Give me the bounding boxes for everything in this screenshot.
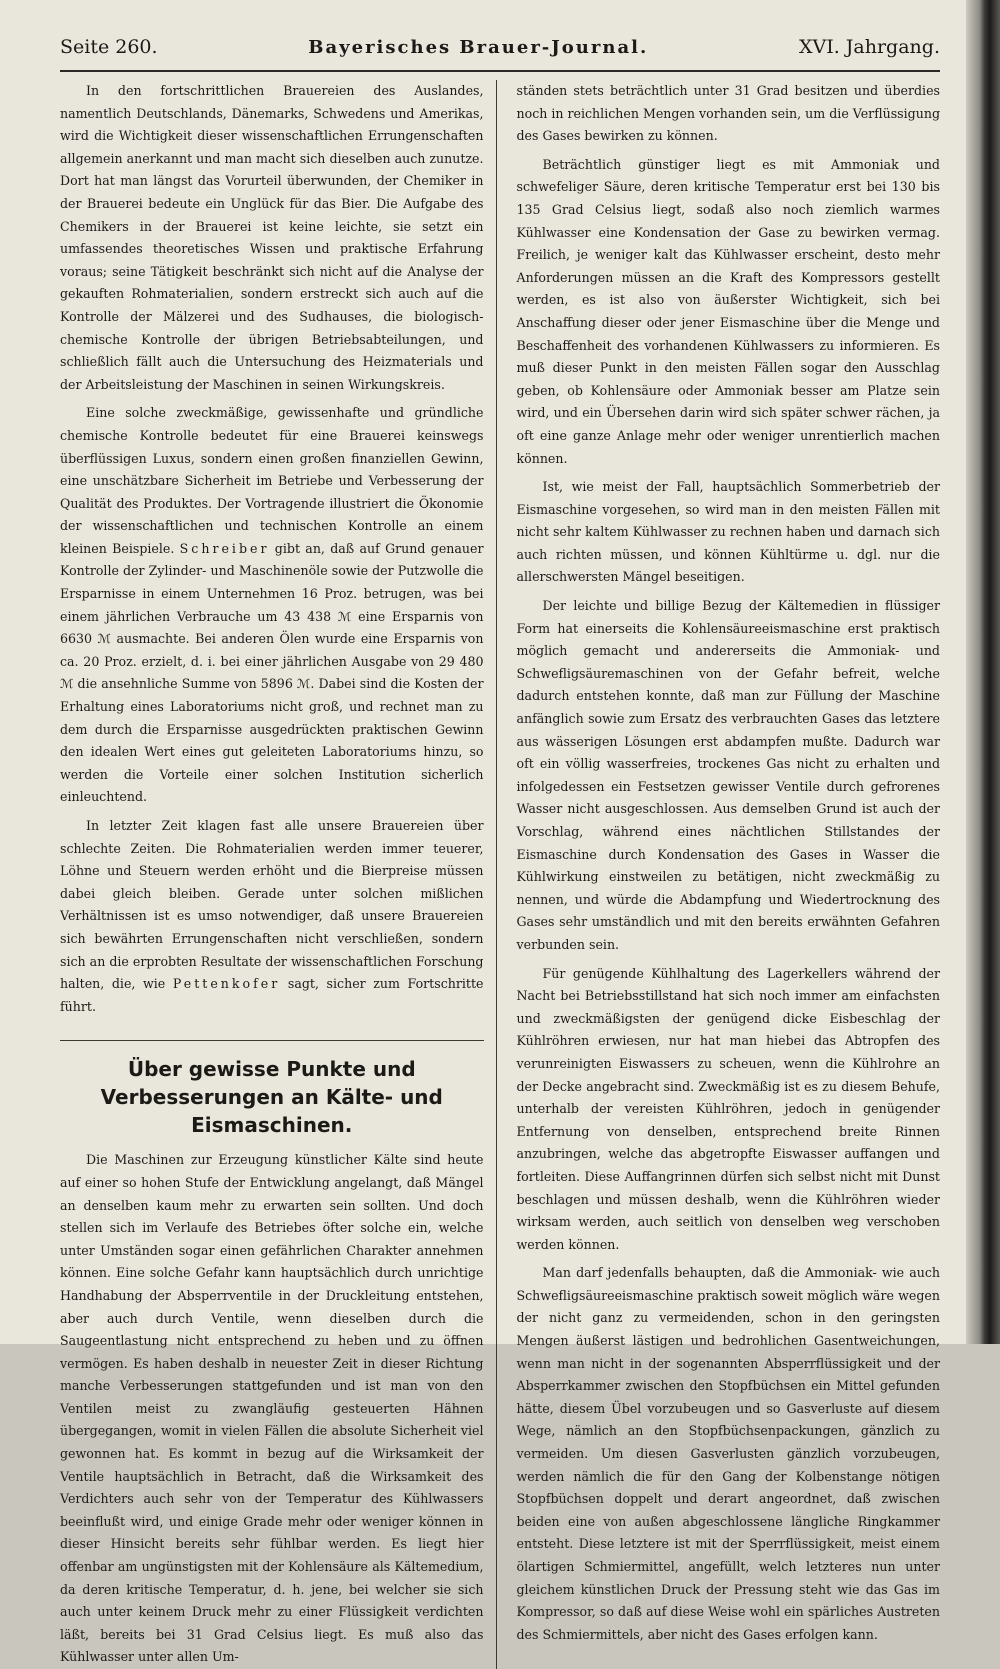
paragraph-text: Eine solche zweckmäßige, gewissenhafte und gründliche chemische Kontrolle bedeutet für eine Brauerei keinswegs überflüssigen Luxus, sondern einen großen finanziellen Gewinn, eine unschätzbare Sicherheit im Betriebe und Verbesserung der Qualität des Produktes. Der Vortragende illustriert die Ökonomie der wissenschaftlichen und technischen Kontrolle an einem kleinen Beispiele.	[60, 405, 484, 556]
paragraph	[60, 815, 484, 1018]
author-name: Pettenkofer	[172, 976, 281, 992]
paragraph: Für genügende Kühlhaltung des Lagerkellers während der Nacht bei Betriebsstillstand hat sich noch immer am einfachsten und zweckmäßigsten der genügend dicke Eisbeschlag der Kühlröhren erwiesen, nur hat man hiebei das Abtropfen des verunreinigten Eiswassers zu scheuen, wenn die Kühlrohre an der Decke angebracht sind. Zweckmäßig ist es zu diesem Behufe, unterhalb der vereisten Kühlröhren, jedoch in genügender Entfernung von denselben, entsprechend breite Rinnen anzubringen, welche das abgetropfte Eiswasser auffangen und fortleiten. Diese Auffangrinnen dürfen sich selbst nicht mit Dunst beschlagen und müssen deshalb, wenn die Kühlröhren wieder wirksam werden, auch seitlich von denselben weg verschoben werden können.	[516, 965, 940, 1252]
page-header	[60, 36, 940, 72]
paragraph-text: gibt an, daß auf Grund genauer Kontrolle der Zylinder- und Maschinenöle sowie der Putzwolle die Ersparnisse in einem Unternehmen 16 Proz. betrugen, was bei einem jährlichen Verbrauche um 43 438 ℳ eine Ersparnis von 6630 ℳ ausmachte. Bei anderen Ölen wurde eine Ersparnis von ca. 20 Proz. erzielt, d. i. bei einer jährlichen Ausgabe von 29 480 ℳ die ansehnliche Summe von 5896 ℳ. Dabei sind die Kosten der Erhaltung eines Laboratoriums nicht groß, und rechnet man zu dem durch die Ersparnisse ausgedrückten praktischen Gewinn den idealen Wert eines gut geleiteten Laboratoriums hinzu, so werden die Vorteile einer solchen Institution sicherlich einleuchtend.	[60, 540, 484, 805]
right-column	[517, 80, 941, 1669]
paragraph: Der leichte und billige Bezug der Kältemedien in flüssiger Form hat einerseits die Kohlensäureeismaschine erst praktisch möglich gemacht und andererseits die Ammoniak- und Schwefligsäuremaschinen von der Gefahr befreit, welche dadurch entstehen konnte, daß man zur Füllung der Maschine anfänglich sowie zum Ersatz des verbrauchten Gases das letztere aus wässerigen Lösungen erst abdampfen mußte. Dadurch war oft ein völlig wasserfreies, trockenes Gas nicht zu erhalten und infolgedessen ein Festsetzen gewisser Ventile durch gefrorenes Wasser nicht ausgeschlossen. Aus demselben Grund ist auch der Vorschlag, während eines nächtlichen Stillstandes der Eismaschine durch Kondensation des Gases in Wasser die Kühlwirkung einstweilen zu betätigen, nicht zweckmäßig zu nennen, und würde die Abdampfung und Wiedertrocknung des Gases sehr umständlich und mit den bereits erwähnten Gefahren verbunden sein.	[516, 598, 940, 952]
book-edge-shadow	[966, 0, 1000, 1344]
paragraph: Man darf jedenfalls behaupten, daß die Ammoniak- wie auch Schwefligsäureeismaschine praktisch soweit möglich wäre wegen der nicht ganz zu vermeidenden, schon in den geringsten Mengen äußerst lästigen und bedrohlichen Gasentweichungen, wenn man nicht in der sogenannten Absperrflüssigkeit und der Absperrkammer zwischen den Stopfbüchsen ein Mittel gefunden hätte, diesem Übel vorzubeugen und so Gasverluste auf diesem Wege, nämlich an den Stopfbüchsenpackungen, gänzlich zu vermeiden. Um diesen Gasverlusten gänzlich vorzubeugen, werden nämlich die für den Gang der Kolbenstange nötigen Stopfbüchsen doppelt und derart angeordnet, daß zwischen beiden eine von außen abgeschlossene längliche Ringkammer entsteht. Diese letztere ist mit der Sperrflüssigkeit, meist einem ölartigen Schmiermittel, angefüllt, welch letzteres nun unter gleichem künstlichen Druck der Pressung steht wie das Gas im Kompressor, so daß auf diese Weise wohl ein spärliches Austreten des Schmiermittels, aber nicht des Gases erfolgen kann.	[516, 1265, 940, 1642]
paragraph-text: In letzter Zeit klagen fast alle unsere Brauereien über schlechte Zeiten. Die Rohmaterialien werden immer teuerer, Löhne und Steuern werden erhöht und die Bierpreise müssen dabei gleich bleiben. Gerade unter solchen mißlichen Verhältnissen ist es umso notwendiger, daß unsere Brauereien sich bewährten Errungenschaften nicht verschließen, sondern sich an die erprobten Resultate der wissenschaftlichen Forschung halten, die, wie	[60, 818, 484, 992]
left-column	[60, 80, 497, 1669]
journal-title: Bayerisches Brauer-Journal.	[308, 37, 649, 58]
page-number: Seite 260.	[60, 36, 158, 58]
text-columns	[60, 80, 940, 1669]
paragraph: Die Maschinen zur Erzeugung künstlicher Kälte sind heute auf einer so hohen Stufe der Entwicklung angelangt, daß Mängel an denselben kaum mehr zu erwarten sein sollten. Und doch stellen sich im Verlaufe des Betriebes öfter solche ein, welche unter Umständen sogar einen gefährlichen Charakter annehmen können. Eine solche Gefahr kann hauptsächlich durch unrichtige Handhabung der Absperrventile in der Druckleitung entstehen, aber auch durch Ventile, wenn dieselben durch die Saugeentlastung nicht entsprechend zu heben und zu öffnen vermögen. Es haben deshalb in neuester Zeit in dieser Richtung manche Verbesserungen stattgefunden und ist man von den Ventilen meist zu zwangläufig gesteuerten Hähnen übergegangen, womit in vielen Fällen die absolute Sicherheit viel gewonnen hat. Es kommt in bezug auf die Wirksamkeit der Ventile hauptsächlich in Betracht, daß die Wirksamkeit des Verdichters auch sehr von der Temperatur des Kühlwassers beeinflußt wird, und einige Grade mehr oder weniger können in dieser Hinsicht bereits sehr fühlbar werden. Es liegt hier offenbar am ungünstigsten mit der Kohlensäure als Kältemedium, da deren kritische Temperatur, d. h. jene, bei welcher sie sich auch unter keinem Druck mehr zu einer Flüssigkeit verdichten läßt, bereits bei 31 Grad Celsius liegt. Es muß also das Kühlwasser unter allen Um-	[60, 1152, 484, 1665]
author-name: Schreiber	[179, 540, 270, 556]
paragraph: ständen stets beträchtlich unter 31 Grad besitzen und überdies noch in reichlichen Mengen vorhanden sein, um die Verflüssigung des Gases bewirken zu können.	[516, 83, 941, 144]
volume-label: XVI. Jahrgang.	[798, 36, 940, 58]
article-title: Über gewisse Punkte und Verbesserungen an Kälte- und Eismaschinen.	[60, 1040, 484, 1139]
paragraph: In den fortschrittlichen Brauereien des Auslandes, namentlich Deutschlands, Dänemarks, Schwedens und Amerikas, wird die Wichtigkeit dieser wissenschaftlichen Errungenschaften allgemein anerkannt und man macht sich dieselben auch zunutze. Dort hat man längst das Vorurteil überwunden, der Chemiker in der Brauerei bedeute ein Unglück für das Bier. Die Aufgabe des Chemikers in der Brauerei ist keine leichte, sie setzt ein umfassendes theoretisches Wissen und praktische Erfahrung voraus; seine Tätigkeit beschränkt sich nicht auf die Analyse der gekauften Rohmaterialien, sondern erstreckt sich auch auf die Kontrolle der Mälzerei und des Sudhauses, die biologisch-chemische Kontrolle der übrigen Betriebsabteilungen, und schließlich fällt auch die Untersuchung des Heizmaterials und der Arbeitsleistung der Maschinen in seinen Wirkungskreis.	[60, 83, 484, 392]
paragraph: Beträchtlich günstiger liegt es mit Ammoniak und schwefeliger Säure, deren kritische Temperatur erst bei 130 bis 135 Grad Celsius liegt, sodaß also noch ziemlich warmes Kühlwasser eine Kondensation der Gase zu bewirken vermag. Freilich, je weniger kalt das Kühlwasser erscheint, desto mehr Anforderungen müssen an die Kraft des Kompressors gestellt werden, es ist also von äußerster Wichtigkeit, sich bei Anschaffung dieser oder jener Eismaschine über die Menge und Beschaffenheit des vorhandenen Kühlwassers zu informieren. Es muß dieser Punkt in den meisten Fällen sogar den Ausschlag geben, ob Kohlensäure oder Ammoniak besser am Platze sein wird, und ein Übersehen darin wird sich später schwer rächen, ja oft eine ganze Anlage mehr oder weniger unrentierlich machen können.	[516, 156, 940, 466]
paragraph-text: sagt, sicher zum Fortschritte führt.	[60, 976, 484, 1014]
paragraph	[60, 402, 484, 809]
paragraph: Ist, wie meist der Fall, hauptsächlich Sommerbetrieb der Eismaschine vorgesehen, so wird man in den meisten Fällen mit nicht sehr kaltem Kühlwasser zu rechnen haben und darnach sich auch richten müssen, und können Kühltürme u. dgl. nur die allerschwersten Mängel beseitigen.	[516, 479, 940, 585]
